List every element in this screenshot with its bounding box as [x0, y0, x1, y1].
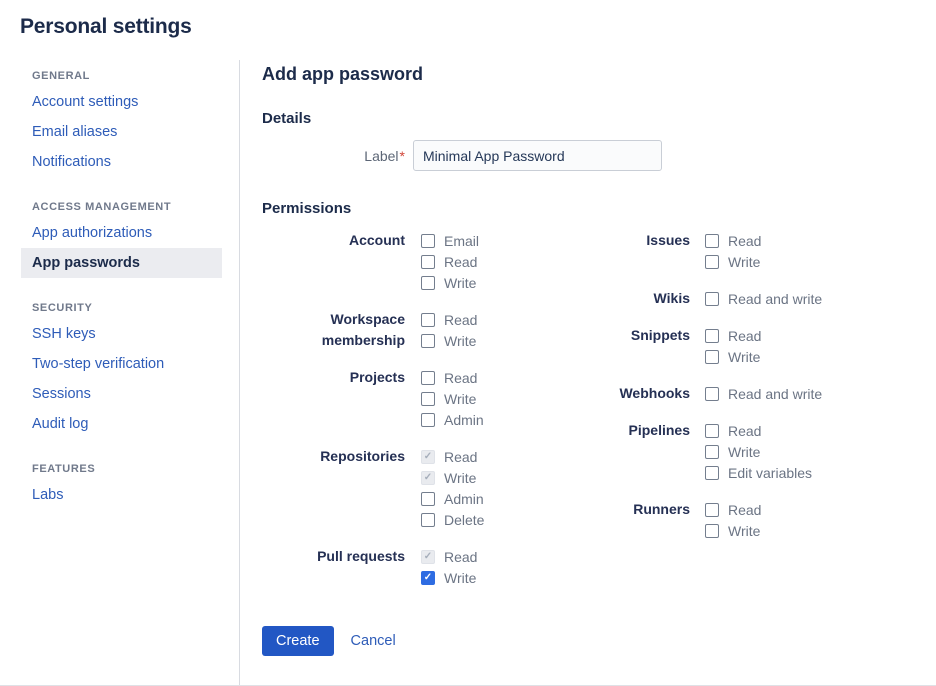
checkbox-pipelines-edit-variables[interactable] — [705, 466, 719, 480]
permission-group-label: Runners — [633, 501, 690, 517]
checkbox-label: Read — [728, 422, 762, 439]
checkbox-label: Write — [728, 253, 761, 270]
permission-group-label: Pipelines — [628, 422, 690, 438]
permission-options — [705, 383, 822, 404]
permission-group-label: Snippets — [630, 327, 690, 343]
permission-option-repositories-write — [421, 467, 484, 488]
permission-options — [421, 367, 484, 430]
details-heading: Details — [262, 110, 312, 127]
add-app-password-panel — [240, 60, 936, 686]
permission-option-issues-write[interactable] — [705, 251, 761, 272]
permission-group-workspace-membership — [262, 309, 560, 351]
permission-options — [705, 230, 761, 272]
sidebar-item-notifications[interactable]: Notifications — [32, 154, 111, 170]
permission-options — [421, 309, 477, 351]
permission-option-repositories-delete[interactable] — [421, 509, 484, 530]
permission-group-webhooks — [560, 383, 936, 404]
permission-option-account-write[interactable] — [421, 272, 479, 293]
checkbox-pull-requests-read: ✓ — [421, 550, 435, 564]
sidebar-item-audit-log[interactable]: Audit log — [32, 416, 89, 432]
sidebar-section — [0, 70, 239, 177]
checkbox-label: Read — [728, 501, 762, 518]
permission-options — [705, 288, 822, 309]
permissions-column-left — [262, 230, 560, 604]
form-actions — [262, 626, 936, 656]
permission-option-workspace-membership-read[interactable] — [421, 309, 477, 330]
checkbox-label: Admin — [444, 411, 484, 428]
permission-option-pull-requests-read — [421, 546, 477, 567]
checkbox-projects-write[interactable] — [421, 392, 435, 406]
permission-group-pull-requests — [262, 546, 560, 588]
checkbox-account-email[interactable] — [421, 234, 435, 248]
permission-group-label: Account — [349, 232, 405, 248]
sidebar-section-heading: ACCESS MANAGEMENT — [32, 201, 172, 213]
sidebar-section-heading: GENERAL — [32, 70, 90, 82]
checkbox-label: Write — [728, 522, 761, 539]
checkbox-pull-requests-write[interactable]: ✓ — [421, 571, 435, 585]
checkbox-repositories-delete[interactable] — [421, 513, 435, 527]
checkbox-issues-read[interactable] — [705, 234, 719, 248]
permission-option-workspace-membership-write[interactable] — [421, 330, 477, 351]
sidebar-item-email-aliases[interactable]: Email aliases — [32, 124, 118, 140]
checkbox-label: Read — [444, 369, 478, 386]
checkbox-snippets-read[interactable] — [705, 329, 719, 343]
checkbox-runners-read[interactable] — [705, 503, 719, 517]
checkbox-repositories-write: ✓ — [421, 471, 435, 485]
checkbox-label: Admin — [444, 490, 484, 507]
permission-group-label: Repositories — [320, 448, 405, 464]
permission-options — [705, 420, 812, 483]
checkbox-label: Write — [444, 469, 477, 486]
checkbox-label: Edit variables — [728, 464, 813, 481]
checkbox-projects-read[interactable] — [421, 371, 435, 385]
permission-option-runners-write[interactable] — [705, 520, 761, 541]
permission-group-account — [262, 230, 560, 293]
checkbox-label: Write — [728, 443, 761, 460]
checkbox-pipelines-read[interactable] — [705, 424, 719, 438]
permission-group-snippets — [560, 325, 936, 367]
sidebar-item-ssh-keys[interactable]: SSH keys — [32, 326, 96, 342]
permission-group-label: Pull requests — [317, 548, 405, 564]
checkbox-account-read[interactable] — [421, 255, 435, 269]
sidebar-item-labs[interactable]: Labs — [32, 487, 64, 503]
permission-group-projects — [262, 367, 560, 430]
permission-option-account-read[interactable] — [421, 251, 479, 272]
permission-option-projects-read[interactable] — [421, 367, 484, 388]
checkbox-repositories-read: ✓ — [421, 450, 435, 464]
checkbox-runners-write[interactable] — [705, 524, 719, 538]
checkbox-label: Email — [444, 232, 480, 249]
sidebar-section — [0, 463, 239, 510]
permission-option-wikis-read-and-write[interactable] — [705, 288, 822, 309]
permission-option-repositories-admin[interactable] — [421, 488, 484, 509]
permission-group-label: Wikis — [653, 290, 690, 306]
checkbox-label: Read and write — [728, 385, 823, 402]
permissions-grid — [262, 230, 936, 604]
sidebar-section-heading: FEATURES — [32, 463, 96, 475]
permission-group-runners — [560, 499, 936, 541]
permission-option-pipelines-write[interactable] — [705, 441, 812, 462]
checkbox-label: Write — [444, 332, 477, 349]
permission-option-pull-requests-write[interactable] — [421, 567, 477, 588]
permission-option-repositories-read — [421, 446, 484, 467]
permission-option-account-email[interactable] — [421, 230, 479, 251]
label-field-row — [262, 140, 936, 171]
checkbox-workspace-membership-write[interactable] — [421, 334, 435, 348]
checkbox-label: Read — [444, 448, 478, 465]
permission-group-wikis — [560, 288, 936, 309]
checkbox-label: Write — [728, 348, 761, 365]
create-button[interactable]: Create — [262, 626, 334, 656]
checkbox-label: Read — [728, 232, 762, 249]
sidebar-section — [0, 302, 239, 439]
permission-group-repositories — [262, 446, 560, 530]
permission-group-label: Issues — [646, 232, 690, 248]
sidebar-item-account-settings[interactable]: Account settings — [32, 94, 139, 110]
checkbox-projects-admin[interactable] — [421, 413, 435, 427]
checkbox-account-write[interactable] — [421, 276, 435, 290]
checkbox-snippets-write[interactable] — [705, 350, 719, 364]
checkbox-label: Read — [444, 253, 478, 270]
permission-options — [421, 446, 484, 530]
permission-group-label: Projects — [349, 369, 405, 385]
checkbox-label: Delete — [444, 511, 485, 528]
checkbox-label: Write — [444, 274, 477, 291]
permission-option-snippets-read[interactable] — [705, 325, 761, 346]
cancel-link[interactable]: Cancel — [350, 633, 396, 649]
label-field-label — [262, 148, 405, 164]
permission-options — [705, 325, 761, 367]
required-asterisk: * — [399, 147, 405, 164]
checkbox-label: Read — [728, 327, 762, 344]
permission-group-pipelines — [560, 420, 936, 483]
form-title: Add app password — [262, 64, 424, 84]
permission-option-projects-write[interactable] — [421, 388, 484, 409]
checkbox-issues-write[interactable] — [705, 255, 719, 269]
checkbox-label: Read — [444, 548, 478, 565]
checkbox-workspace-membership-read[interactable] — [421, 313, 435, 327]
checkbox-webhooks-read-and-write[interactable] — [705, 387, 719, 401]
checkbox-label: Write — [444, 569, 477, 586]
permission-options — [705, 499, 761, 541]
permission-group-label: Workspace membership — [321, 311, 405, 348]
permissions-heading: Permissions — [262, 200, 352, 217]
checkbox-label: Read — [444, 311, 478, 328]
sidebar-item-sessions[interactable]: Sessions — [32, 386, 91, 402]
permission-option-pipelines-read[interactable] — [705, 420, 812, 441]
checkbox-pipelines-write[interactable] — [705, 445, 719, 459]
permission-option-webhooks-read-and-write[interactable] — [705, 383, 822, 404]
permission-group-label: Webhooks — [619, 385, 690, 401]
permission-options — [421, 546, 477, 588]
permission-option-runners-read[interactable] — [705, 499, 761, 520]
settings-sidebar — [0, 60, 240, 686]
label-field-label-text: Label — [364, 147, 399, 164]
checkbox-repositories-admin[interactable] — [421, 492, 435, 506]
sidebar-item-two-step-verification[interactable]: Two-step verification — [32, 356, 165, 372]
permissions-column-right — [560, 230, 936, 557]
settings-layout — [0, 60, 936, 686]
sidebar-item-app-passwords[interactable]: App passwords — [21, 248, 222, 278]
sidebar-section — [0, 201, 239, 278]
checkbox-label: Read and write — [728, 290, 823, 307]
permission-group-issues — [560, 230, 936, 272]
page-title: Personal settings — [20, 15, 192, 38]
sidebar-item-app-authorizations[interactable]: App authorizations — [32, 225, 153, 241]
label-input[interactable] — [413, 140, 662, 171]
sidebar-section-heading: SECURITY — [32, 302, 93, 314]
permission-options — [421, 230, 479, 293]
permission-option-pipelines-edit-variables[interactable] — [705, 462, 812, 483]
checkbox-wikis-read-and-write[interactable] — [705, 292, 719, 306]
checkbox-label: Write — [444, 390, 477, 407]
permission-option-snippets-write[interactable] — [705, 346, 761, 367]
permission-option-issues-read[interactable] — [705, 230, 761, 251]
permission-option-projects-admin[interactable] — [421, 409, 484, 430]
